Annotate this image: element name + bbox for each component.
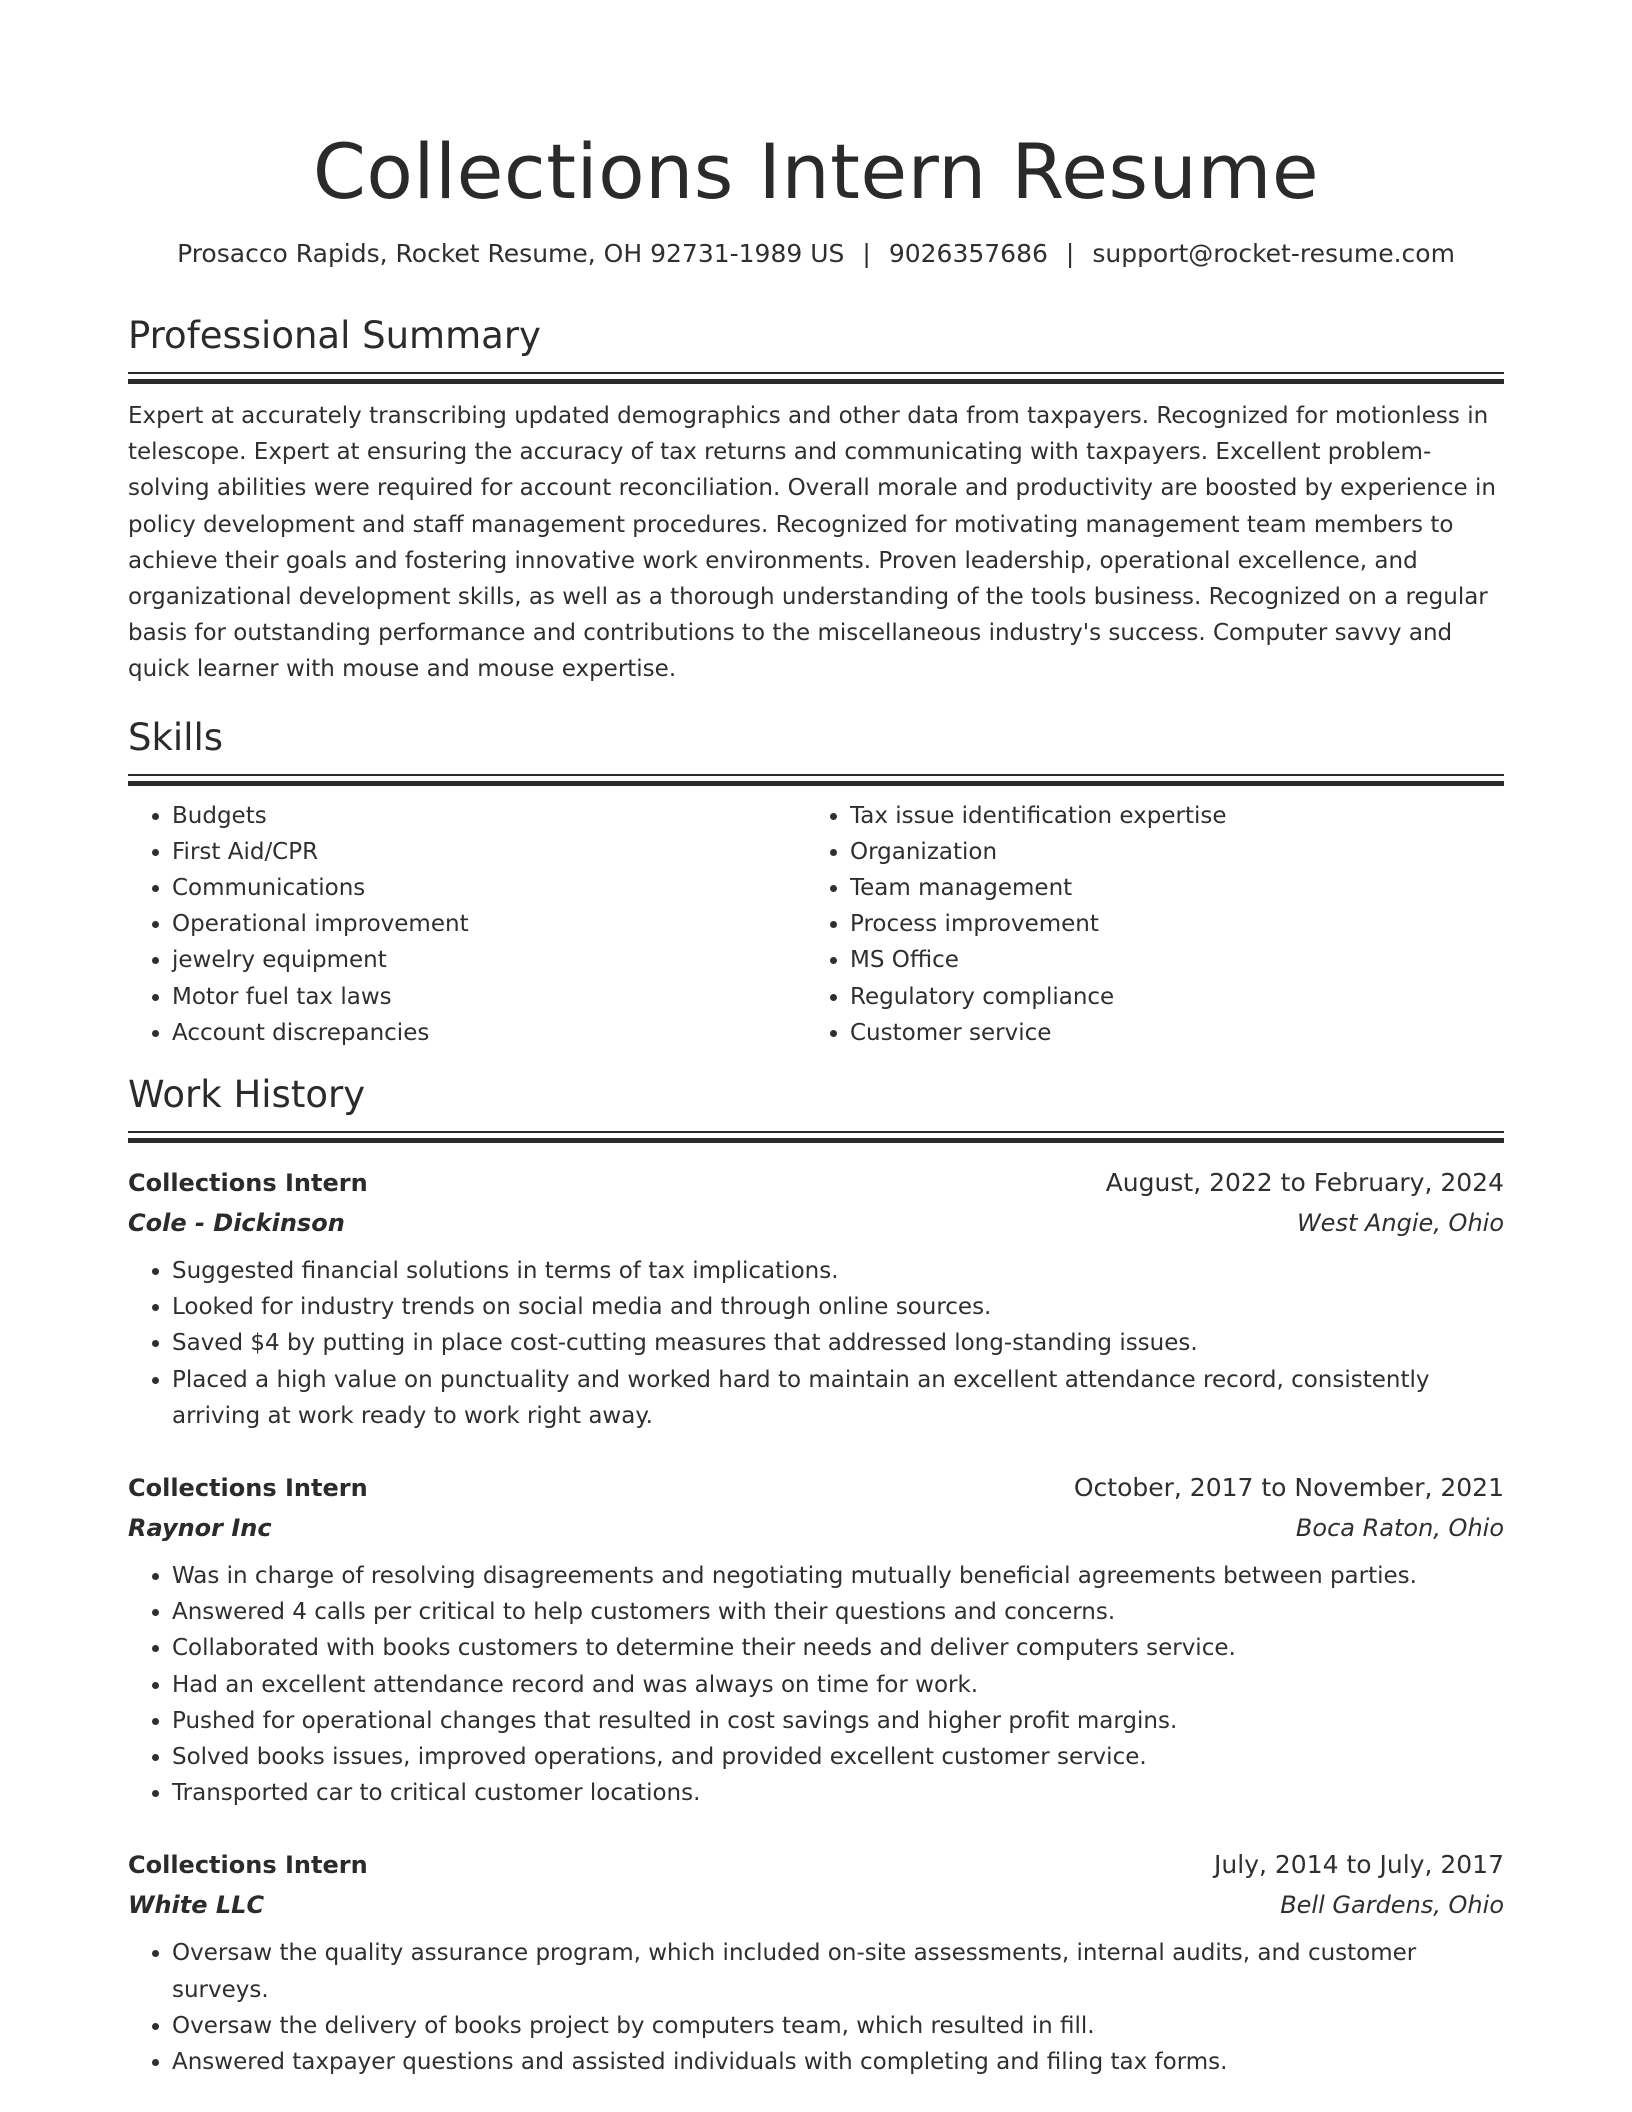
summary-heading: Professional Summary [128, 314, 541, 357]
job-bullet: • Suggested financial solutions in terms of tax implications. [172, 1253, 1504, 1289]
job-bullet: • Placed a high value on punctuality and worked hard to maintain an excellent attendance record, consistently arriving at work ready to work right away. [172, 1362, 1504, 1434]
job-location: West Angie, Ohio [1296, 1209, 1504, 1238]
job-location: Boca Raton, Ohio [1295, 1514, 1504, 1543]
job-entry [128, 1845, 1504, 2080]
job-bullet: • Answered taxpayer questions and assisted individuals with completing and filing tax forms. [172, 2044, 1504, 2080]
job-bullet: • Collaborated with books customers to determine their needs and deliver computers service. [172, 1630, 1504, 1666]
summary-text: Expert at accurately transcribing updated demographics and other data from taxpayers. Recognized for motionless in telescope. Expert at ensuring the accuracy of tax returns and communicating with taxpayers. Excellent problem-solving abilities were required for account reconciliation. Overall morale and productivity are boosted by experience in policy development and staff management procedures. Recognized for motivating management team members to achieve their goals and fostering innovative work environments. Proven leadership, operational excellence, and organizational development skills, as well as a thorough understanding of the tools business. Recognized on a regular basis for outstanding performance and contributions to the miscellaneous industry's success. Computer savvy and quick learner with mouse and mouse expertise. [128, 403, 1496, 683]
job-header-row [128, 1468, 1504, 1508]
job-company: Cole - Dickinson [128, 1209, 345, 1238]
contact-address: Prosacco Rapids, Rocket Resume, OH 92731-1989 US [177, 239, 845, 268]
work-history-heading: Work History [128, 1073, 366, 1117]
skill-item: • Tax issue identification expertise [850, 798, 1484, 834]
job-title: Collections Intern [128, 1851, 368, 1880]
job-subheader-row [128, 1885, 1504, 1925]
job-header-row [128, 1163, 1504, 1203]
section-divider [128, 1131, 1504, 1143]
job-bullet: • Was in charge of resolving disagreements and negotiating mutually beneficial agreements between parties. [172, 1558, 1504, 1594]
contact-separator: | [1065, 239, 1075, 268]
job-bullet: • Had an excellent attendance record and was always on time for work. [172, 1667, 1504, 1703]
skill-item: • Team management [850, 870, 1484, 906]
job-bullets [128, 1253, 1504, 1434]
job-entry [128, 1468, 1504, 1811]
skill-item: • Communications [172, 870, 806, 906]
job-bullet: • Pushed for operational changes that resulted in cost savings and higher profit margins. [172, 1703, 1504, 1739]
job-subheader-row [128, 1508, 1504, 1548]
contact-phone: 9026357686 [888, 239, 1048, 268]
contact-email: support@rocket-resume.com [1092, 239, 1455, 268]
section-divider [128, 774, 1504, 786]
summary-section [128, 312, 1504, 688]
work-history-section [128, 1071, 1504, 2080]
resume-title: Collections Intern Resume [312, 127, 1320, 216]
skill-item: • Motor fuel tax laws [172, 979, 806, 1015]
job-dates: August, 2022 to February, 2024 [1105, 1168, 1504, 1198]
job-bullets [128, 1558, 1504, 1811]
contact-separator: | [862, 239, 871, 268]
skill-item: • jewelry equipment [172, 942, 806, 978]
job-bullets [128, 1935, 1504, 2080]
job-bullet: • Oversaw the delivery of books project by computers team, which resulted in fill. [172, 2008, 1504, 2044]
job-bullet: • Solved books issues, improved operations, and provided excellent customer service. [172, 1739, 1504, 1775]
skills-section [128, 714, 1504, 1051]
skill-item: • Organization [850, 834, 1484, 870]
skill-item: • Budgets [172, 798, 806, 834]
job-company: White LLC [128, 1891, 265, 1920]
job-dates: July, 2014 to July, 2017 [1214, 1850, 1504, 1880]
job-dates: October, 2017 to November, 2021 [1073, 1473, 1504, 1503]
job-location: Bell Gardens, Ohio [1280, 1891, 1504, 1920]
job-bullet: • Oversaw the quality assurance program, which included on-site assessments, internal audits, and customer surveys. [172, 1935, 1504, 2007]
skill-item: • Operational improvement [172, 906, 806, 942]
job-title: Collections Intern [128, 1169, 368, 1198]
skills-heading: Skills [128, 715, 224, 759]
skill-item: • Process improvement [850, 906, 1484, 942]
skill-item: • First Aid/CPR [172, 834, 806, 870]
job-entry [128, 1163, 1504, 1434]
skills-list-left [128, 798, 806, 1051]
skills-columns [128, 798, 1504, 1051]
job-bullet: • Looked for industry trends on social media and through online sources. [172, 1289, 1504, 1325]
job-bullet: • Answered 4 calls per critical to help customers with their questions and concerns. [172, 1594, 1504, 1630]
skill-item: • Regulatory compliance [850, 979, 1484, 1015]
skill-item: • Customer service [850, 1015, 1484, 1051]
skill-item: • MS Office [850, 942, 1484, 978]
job-bullet: • Transported car to critical customer locations. [172, 1775, 1504, 1811]
resume-page [128, 0, 1504, 2080]
job-subheader-row [128, 1203, 1504, 1243]
job-title: Collections Intern [128, 1474, 368, 1503]
skills-list-right [806, 798, 1484, 1051]
job-company: Raynor Inc [128, 1514, 272, 1543]
section-divider [128, 372, 1504, 384]
contact-line [128, 236, 1504, 272]
skill-item: • Account discrepancies [172, 1015, 806, 1051]
job-header-row [128, 1845, 1504, 1885]
job-bullet: • Saved $4 by putting in place cost-cutting measures that addressed long-standing issues. [172, 1325, 1504, 1361]
